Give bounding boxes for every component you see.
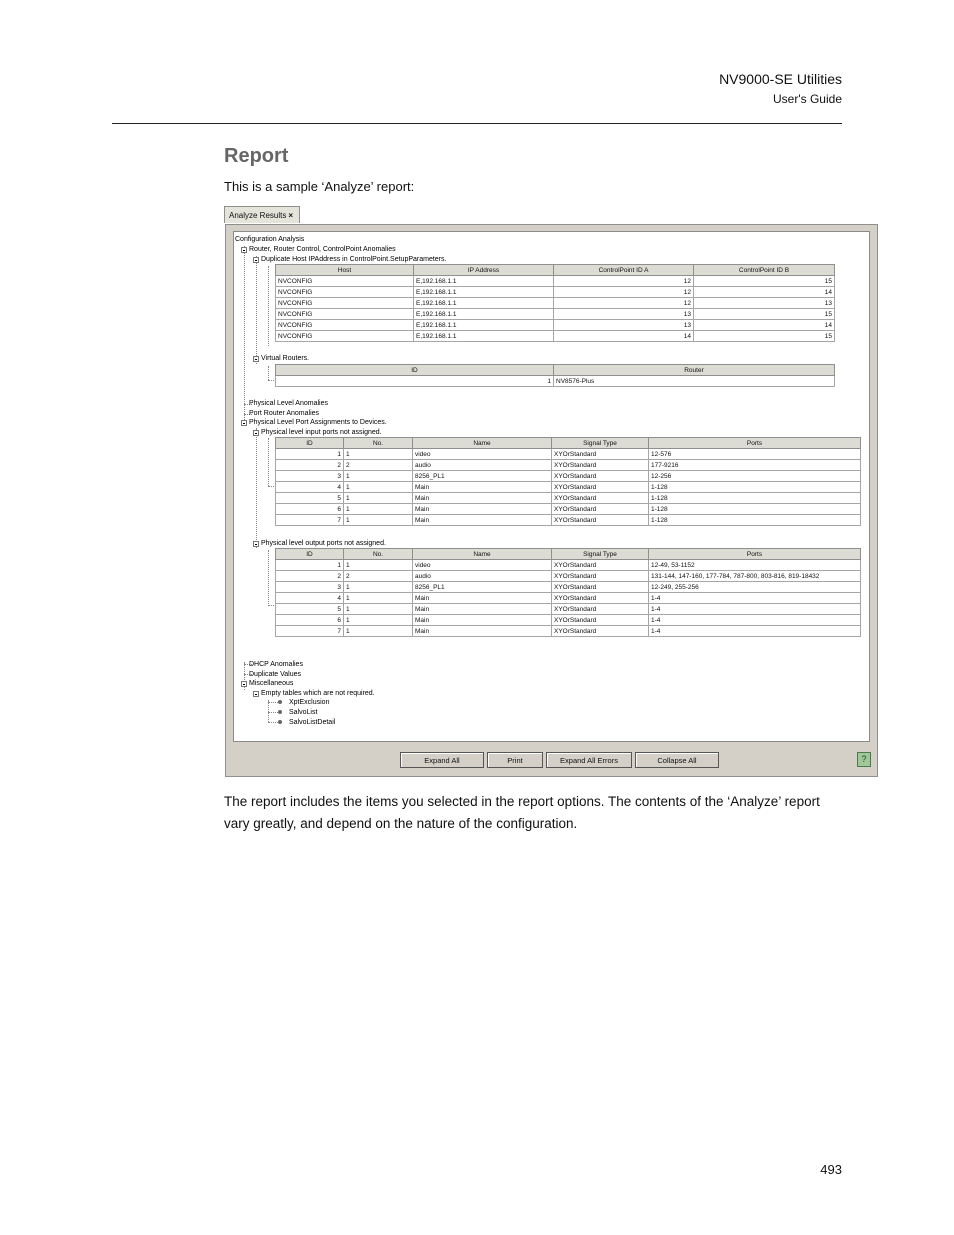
column-header[interactable]: ID — [276, 438, 344, 449]
table-cell: E,192.168.1.1 — [414, 287, 554, 298]
table-cell: 1 — [276, 560, 344, 571]
table-cell: XYOrStandard — [552, 460, 649, 471]
table-cell: XYOrStandard — [552, 582, 649, 593]
table-cell: XYOrStandard — [552, 482, 649, 493]
table-cell: 7 — [276, 515, 344, 526]
tab-analyze-results[interactable] — [224, 206, 300, 223]
tree-node-output-not-assigned[interactable]: Physical level output ports not assigned. — [261, 540, 386, 547]
table-cell: 1-128 — [649, 493, 861, 504]
table-cell: NVCONFIG — [276, 320, 414, 331]
table-cell: XYOrStandard — [552, 571, 649, 582]
column-header[interactable]: Ports — [649, 438, 861, 449]
column-header[interactable]: No. — [344, 549, 413, 560]
intro-text: This is a sample ‘Analyze’ report: — [224, 179, 415, 194]
tree-node-duplicate-host[interactable]: Duplicate Host IPAddress in ControlPoint.SetupParameters. — [261, 256, 447, 263]
table-row — [276, 287, 835, 298]
tree-node-virtual-routers[interactable]: Virtual Routers. — [261, 355, 310, 362]
collapse-icon[interactable] — [253, 691, 259, 697]
column-header[interactable]: Ports — [649, 549, 861, 560]
table-cell: 1 — [344, 449, 413, 460]
table-cell: 14 — [554, 331, 694, 342]
table-cell: XYOrStandard — [552, 626, 649, 637]
table-cell: E,192.168.1.1 — [414, 331, 554, 342]
table-cell: XYOrStandard — [552, 615, 649, 626]
table-cell: 3 — [276, 471, 344, 482]
column-header[interactable]: ControlPoint ID B — [694, 265, 835, 276]
table-cell: 14 — [694, 320, 835, 331]
table-cell: Main — [413, 482, 552, 493]
table-row — [276, 626, 861, 637]
tree-node-port-router-anomalies[interactable]: Port Router Anomalies — [249, 410, 320, 417]
table-cell: 1-4 — [649, 615, 861, 626]
collapse-icon[interactable] — [253, 257, 259, 263]
column-header[interactable]: Host — [276, 265, 414, 276]
table-cell: NV8576-Plus — [554, 376, 835, 387]
header-rule — [112, 123, 842, 124]
table-cell: 2 — [276, 460, 344, 471]
expand-all-errors-button[interactable]: Expand All Errors — [546, 752, 632, 768]
table-row — [276, 582, 861, 593]
table-cell: 15 — [694, 331, 835, 342]
table-cell: XYOrStandard — [552, 493, 649, 504]
collapse-icon[interactable] — [241, 681, 247, 687]
table-cell: E,192.168.1.1 — [414, 309, 554, 320]
table-row — [276, 593, 861, 604]
tab-label: Analyze Results — [229, 211, 287, 220]
tree-line — [256, 256, 257, 364]
table-row — [276, 493, 861, 504]
table-cell: 2 — [276, 571, 344, 582]
table-row — [276, 515, 861, 526]
column-header[interactable]: Name — [413, 438, 552, 449]
table-cell: 4 — [276, 482, 344, 493]
table-cell: 1 — [344, 493, 413, 504]
collapse-all-button[interactable]: Collapse All — [635, 752, 719, 768]
column-header[interactable]: No. — [344, 438, 413, 449]
table-cell: 1-128 — [649, 515, 861, 526]
collapse-icon[interactable] — [241, 247, 247, 253]
tree-leaf-salvolist[interactable]: SalvoList — [289, 709, 318, 716]
table-cell: 13 — [694, 298, 835, 309]
table-cell: Main — [413, 493, 552, 504]
tree-line — [268, 700, 269, 722]
table-cell: 14 — [694, 287, 835, 298]
table-row — [276, 482, 861, 493]
table-cell: 1-4 — [649, 593, 861, 604]
table-cell: audio — [413, 571, 552, 582]
column-header[interactable]: IP Address — [414, 265, 554, 276]
table-row — [276, 320, 835, 331]
tree-node-dhcp-anomalies[interactable]: DHCP Anomalies — [249, 661, 303, 668]
table-cell: 1-128 — [649, 504, 861, 515]
table-cell: 15 — [694, 276, 835, 287]
tree-line — [256, 428, 257, 548]
table-cell: 12 — [554, 298, 694, 309]
collapse-icon[interactable] — [253, 541, 259, 547]
table-cell: 15 — [694, 309, 835, 320]
table-cell: XYOrStandard — [552, 449, 649, 460]
table-row — [276, 331, 835, 342]
table-cell: Main — [413, 504, 552, 515]
table-cell: video — [413, 560, 552, 571]
tree-line — [268, 366, 269, 380]
tree-line — [244, 246, 245, 420]
table-cell: E,192.168.1.1 — [414, 320, 554, 331]
table-cell: 2 — [344, 571, 413, 582]
table-cell: 1 — [344, 626, 413, 637]
table-cell: 1 — [344, 604, 413, 615]
table-row — [276, 449, 861, 460]
body-paragraph: The report includes the items you selected in the report options. The contents of the ‘Analyze’ report vary greatly, and depend on the nature of the configuration. — [224, 794, 820, 831]
column-header[interactable]: Router — [554, 365, 835, 376]
report-tree-view[interactable] — [233, 231, 870, 742]
table-cell: 1 — [344, 593, 413, 604]
column-header[interactable]: ID — [276, 549, 344, 560]
table-cell: Main — [413, 593, 552, 604]
column-header[interactable]: Signal Type — [552, 438, 649, 449]
table-row — [276, 560, 861, 571]
tree-node-port-assignments[interactable]: Physical Level Port Assignments to Devices. — [249, 419, 387, 426]
column-header[interactable]: Signal Type — [552, 549, 649, 560]
table-cell: 8256_PL1 — [413, 471, 552, 482]
table-cell: 1 — [344, 504, 413, 515]
table-row — [276, 298, 835, 309]
table-cell: 1 — [344, 560, 413, 571]
table-row — [276, 615, 861, 626]
table-row — [276, 276, 835, 287]
table-cell: 1 — [276, 449, 344, 460]
table-cell: 131-144, 147-160, 177-784, 787-800, 803-816, 819-18432 — [649, 571, 861, 582]
table-cell: video — [413, 449, 552, 460]
collapse-icon[interactable] — [241, 420, 247, 426]
table-cell: 4 — [276, 593, 344, 604]
table-row — [276, 504, 861, 515]
table-cell: NVCONFIG — [276, 287, 414, 298]
table-cell: XYOrStandard — [552, 471, 649, 482]
table-cell: 1-4 — [649, 626, 861, 637]
table-cell: XYOrStandard — [552, 515, 649, 526]
table-cell: 1-128 — [649, 482, 861, 493]
bullet-icon — [278, 710, 282, 714]
tree-leaf-xptexclusion[interactable]: XptExclusion — [289, 699, 330, 706]
tree-line — [268, 702, 278, 703]
tree-node-router-anomalies[interactable]: Router, Router Control, ControlPoint Anomalies — [249, 246, 396, 253]
column-header[interactable]: ControlPoint ID A — [554, 265, 694, 276]
page-number: 493 — [820, 1162, 842, 1177]
table-cell: 12-249, 255-256 — [649, 582, 861, 593]
table-cell: 6 — [276, 615, 344, 626]
table-cell: NVCONFIG — [276, 331, 414, 342]
table-cell: 5 — [276, 604, 344, 615]
table-cell: 1 — [344, 582, 413, 593]
table-cell: NVCONFIG — [276, 276, 414, 287]
tree-node-duplicate-values[interactable]: Duplicate Values — [249, 671, 302, 678]
table-cell: 12-49, 53-1152 — [649, 560, 861, 571]
column-header[interactable]: ID — [276, 365, 554, 376]
tree-line — [268, 550, 269, 606]
table-row — [276, 460, 861, 471]
table-cell: 2 — [344, 460, 413, 471]
expand-all-button[interactable]: Expand All — [400, 752, 484, 768]
table-cell: XYOrStandard — [552, 593, 649, 604]
tree-leaf-salvolistdetail[interactable]: SalvoListDetail — [289, 719, 336, 726]
table-cell: Main — [413, 515, 552, 526]
virtual-routers-table — [275, 364, 835, 387]
table-cell: 12 — [554, 276, 694, 287]
tree-line — [268, 712, 278, 713]
table-cell: Main — [413, 604, 552, 615]
bullet-icon — [278, 720, 282, 724]
tree-line — [268, 266, 269, 346]
table-cell: NVCONFIG — [276, 309, 414, 320]
table-row — [276, 309, 835, 320]
table-cell: 1-4 — [649, 604, 861, 615]
tree-root[interactable]: Configuration Analysis — [235, 236, 305, 243]
column-header[interactable]: Name — [413, 549, 552, 560]
table-cell: 177-9216 — [649, 460, 861, 471]
duplicate-host-table — [275, 264, 835, 342]
table-cell: XYOrStandard — [552, 604, 649, 615]
table-cell: 12-576 — [649, 449, 861, 460]
collapse-icon[interactable] — [253, 430, 259, 436]
table-cell: E,192.168.1.1 — [414, 298, 554, 309]
tree-node-empty-tables[interactable]: Empty tables which are not required. — [261, 690, 375, 697]
table-cell: Main — [413, 615, 552, 626]
help-icon[interactable]: ? — [857, 752, 871, 767]
table-cell: 5 — [276, 493, 344, 504]
table-cell: 7 — [276, 626, 344, 637]
table-cell: 12 — [554, 287, 694, 298]
table-cell: 13 — [554, 320, 694, 331]
table-row — [276, 571, 861, 582]
tree-node-physical-anomalies[interactable]: Physical Level Anomalies — [249, 400, 328, 407]
bullet-icon — [278, 700, 282, 704]
table-row — [276, 376, 835, 387]
table-cell: 1 — [344, 515, 413, 526]
table-row — [276, 471, 861, 482]
tree-line — [268, 438, 269, 486]
section-heading: Report — [224, 145, 289, 167]
table-cell: 1 — [344, 615, 413, 626]
table-cell: E,192.168.1.1 — [414, 276, 554, 287]
header-title: NV9000-SE Utilities — [719, 71, 842, 87]
table-cell: 12-256 — [649, 471, 861, 482]
table-cell: 1 — [276, 376, 554, 387]
table-cell: 3 — [276, 582, 344, 593]
table-cell: XYOrStandard — [552, 560, 649, 571]
analyze-results-panel — [225, 224, 878, 777]
table-row — [276, 604, 861, 615]
table-cell: XYOrStandard — [552, 504, 649, 515]
collapse-icon[interactable] — [253, 356, 259, 362]
tree-node-miscellaneous[interactable]: Miscellaneous — [249, 680, 294, 687]
tree-node-input-not-assigned[interactable]: Physical level input ports not assigned. — [261, 429, 382, 436]
output-ports-table — [275, 548, 861, 637]
table-cell: audio — [413, 460, 552, 471]
table-cell: Main — [413, 626, 552, 637]
close-icon[interactable]: × — [288, 211, 293, 220]
table-cell: 6 — [276, 504, 344, 515]
input-ports-table — [275, 437, 861, 526]
table-cell: 8256_PL1 — [413, 582, 552, 593]
print-button[interactable]: Print — [487, 752, 543, 768]
table-cell: 13 — [554, 309, 694, 320]
table-cell: 1 — [344, 482, 413, 493]
header-subtitle: User's Guide — [773, 92, 842, 106]
tree-line — [268, 722, 278, 723]
table-cell: 1 — [344, 471, 413, 482]
table-cell: NVCONFIG — [276, 298, 414, 309]
